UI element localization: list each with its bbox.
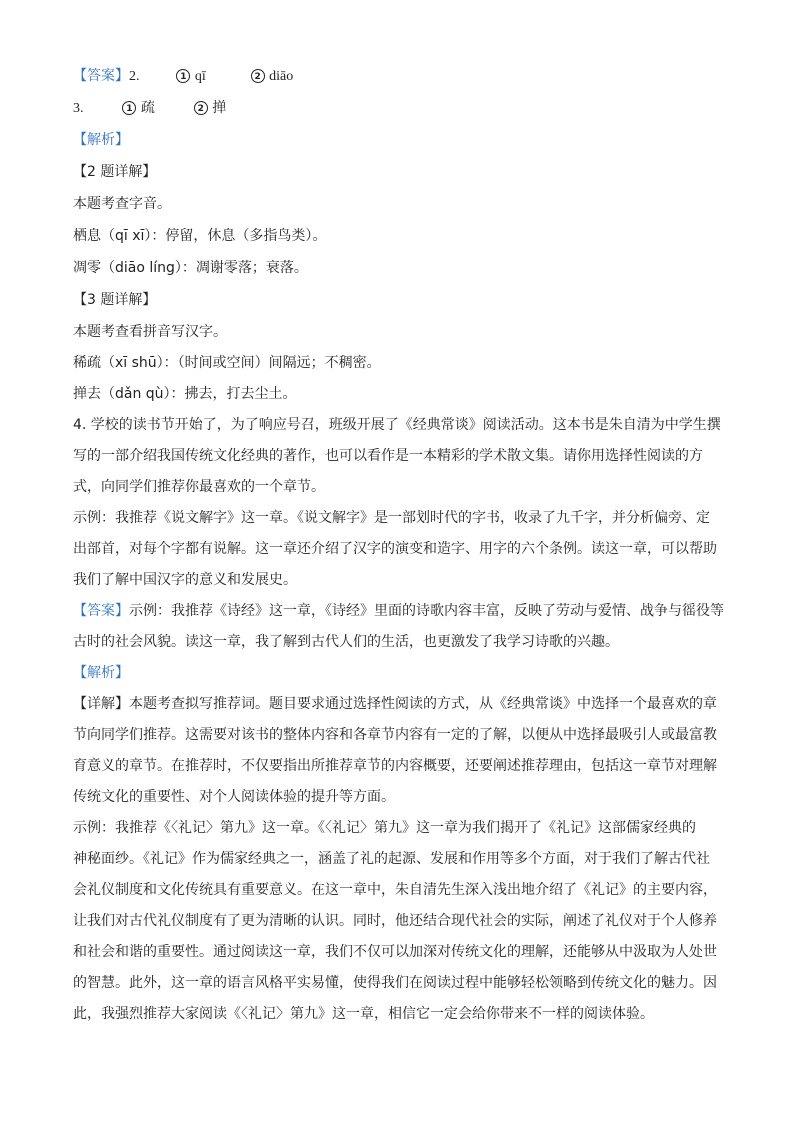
question-text: 式，向同学们推荐你最喜欢的一个章节。 (73, 479, 325, 495)
circled-one-icon: 1 (176, 69, 190, 83)
example-text: 出部首，对每个字都有说解。这一章还介绍了汉字的演变和造字、用字的六个条例。读这一章，可以帮助 (73, 541, 717, 557)
answer-value: diāo (269, 69, 294, 84)
example-text: 示例：我推荐《〈礼记〉第九》这一章。《〈礼记〉第九》这一章为我们揭开了《礼记》这部儒家经典的 (73, 820, 696, 836)
explanation-text: 节向同学们推荐。这需要对该书的整体内容和各章节内容有一定的了解，以便从中选择最吸引人或最富教 (73, 727, 717, 743)
explanation-text: 传统文化的重要性、对个人阅读体验的提升等方面。 (73, 789, 395, 805)
question-number: 3. (73, 101, 84, 116)
section-heading: 【3 题详解】 (73, 292, 157, 308)
text-line: 本题考查看拼音写汉字。 (73, 324, 227, 340)
circled-two-icon: 2 (251, 69, 265, 83)
circled-one-icon: 1 (122, 101, 136, 115)
answer-line-q3 (73, 99, 226, 118)
example-text: 此，我强烈推荐大家阅读《〈礼记〉第九》这一章，相信它一定会给你带来不一样的阅读体验。 (73, 1006, 654, 1022)
answer-line-q4 (73, 602, 724, 620)
explanation-text: 育意义的章节。在推荐时，不仅要指出所推荐章节的内容概要，还要阐述推荐理由，包括这一章节对理解 (73, 758, 717, 774)
example-text: 我们了解中国汉字的意义和发展史。 (73, 572, 297, 588)
answer-text: 示例：我推荐《诗经》这一章，《诗经》里面的诗歌内容丰富，反映了劳动与爱情、战争与徭役等 (129, 603, 724, 619)
answer-value: qī (194, 69, 206, 84)
text-line: 掸去（dǎn qù）：拂去，打去尘土。 (73, 386, 297, 402)
question-text: 写的一部介绍我国传统文化经典的著作，也可以看作是一本精彩的学术散文集。请你用选择性阅读的方 (73, 448, 703, 464)
analysis-heading: 【解析】 (73, 665, 129, 681)
example-text: 神秘面纱。《礼记》作为儒家经典之一，涵盖了礼的起源、发展和作用等多个方面，对于我们了解古代社 (73, 851, 710, 867)
section-heading: 【2 题详解】 (73, 164, 157, 180)
text-line: 本题考查字音。 (73, 196, 171, 212)
question-text: 4. 学校的读书节开始了，为了响应号召，班级开展了《经典常谈》阅读活动。这本书是朱自清为中学生撰 (73, 417, 721, 433)
answer-line-q2 (73, 67, 293, 86)
example-text: 示例：我推荐《说文解字》这一章。《说文解字》是一部划时代的字书，收录了九千字，并分析偏旁、定 (73, 510, 710, 526)
example-text: 让我们对古代礼仪制度有了更为清晰的认识。同时，他还结合现代社会的实际，阐述了礼仪对于个人修养 (73, 913, 717, 929)
text-line: 栖息（qī xī）：停留，休息（多指鸟类）。 (73, 228, 327, 244)
answer-value: 掸 (212, 100, 227, 116)
example-text: 会礼仪制度和文化传统具有重要意义。在这一章中，朱自清先生深入浅出地介绍了《礼记》的主要内容， (73, 882, 717, 898)
circled-two-icon: 2 (194, 101, 208, 115)
text-line: 稀疏（xī shū）：（时间或空间）间隔远；不稠密。 (73, 355, 381, 371)
example-text: 的智慧。此外，这一章的语言风格平实易懂，使得我们在阅读过程中能够轻松领略到传统文化的魅力。因 (73, 975, 717, 991)
explanation-text: 【详解】本题考查拟写推荐词。题目要求通过选择性阅读的方式，从《经典常谈》中选择一个最喜欢的章 (73, 696, 717, 712)
answer-text: 古时的社会风貌。读这一章，我了解到古代人们的生活，也更激发了我学习诗歌的兴趣。 (73, 634, 619, 650)
answer-value: 疏 (140, 100, 155, 116)
answer-tag: 【答案】 (73, 68, 129, 84)
analysis-heading: 【解析】 (73, 132, 129, 148)
example-text: 和社会和谐的重要性。通过阅读这一章，我们不仅可以加深对传统文化的理解，还能够从中汲取为人处世 (73, 944, 717, 960)
answer-tag: 【答案】 (73, 603, 129, 619)
text-line: 凋零（diāo líng）：凋谢零落；衰落。 (73, 260, 308, 276)
question-number: 2. (129, 69, 140, 84)
